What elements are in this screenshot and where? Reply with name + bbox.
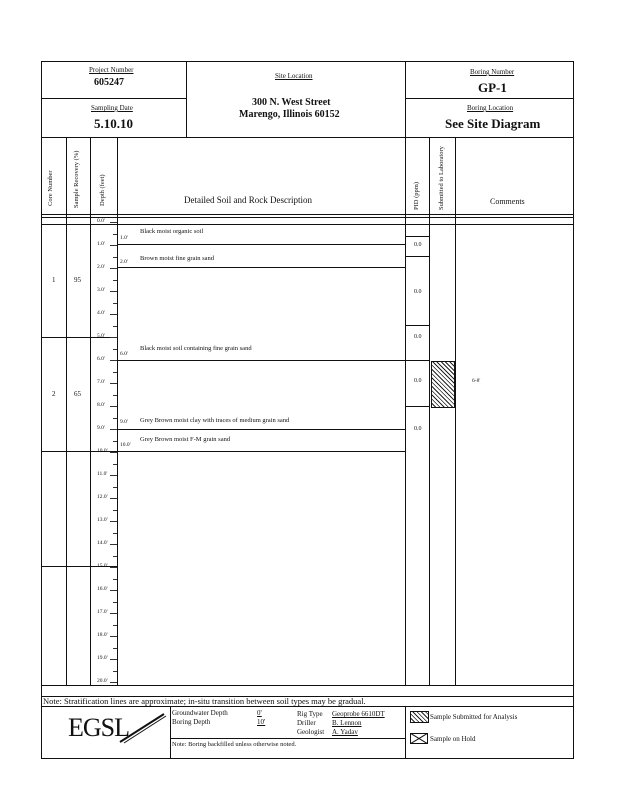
pid-reading-4: 0.0: [414, 378, 422, 384]
egsl-logo: EGSL: [68, 713, 129, 742]
sample-submitted-marker: [431, 361, 455, 408]
depth-tick: [110, 544, 117, 545]
core-2-number: 2: [52, 390, 56, 398]
depth-tick-label: 0.0': [97, 218, 105, 224]
depth-minor-tick: [113, 418, 117, 419]
boring-number-label: Boring Number: [470, 68, 515, 76]
depth-tick-label: 16.0': [97, 586, 108, 592]
core-1-number: 1: [52, 276, 56, 284]
pid-reading-2: 0.0: [414, 289, 422, 295]
depth-minor-tick: [113, 280, 117, 281]
depth-tick: [110, 682, 117, 683]
depth-minor-tick: [113, 464, 117, 465]
boring-depth-value: 10': [257, 718, 266, 726]
depth-tick: [110, 245, 117, 246]
layer-3-depth: 6.0': [120, 351, 128, 357]
geologist-value: A. Yadav: [332, 728, 358, 736]
sampling-date: 5.10.10: [94, 116, 133, 131]
pid-reading-5: 0.0: [414, 426, 422, 432]
depth-minor-tick: [113, 441, 117, 442]
depth-tick-label: 5.0': [97, 333, 105, 339]
col-pid: PID (ppm): [413, 182, 420, 210]
depth-minor-tick: [113, 625, 117, 626]
depth-minor-tick: [113, 303, 117, 304]
col-description: Detailed Soil and Rock Description: [184, 195, 312, 205]
depth-minor-tick: [113, 579, 117, 580]
depth-tick-label: 15.0': [97, 563, 108, 569]
depth-tick: [110, 429, 117, 430]
layer-5-depth: 10.0': [120, 442, 131, 448]
sampling-date-label: Sampling Date: [91, 104, 133, 112]
depth-tick: [110, 383, 117, 384]
layer-1-description: Black moist organic soil: [140, 228, 204, 235]
depth-minor-tick: [113, 556, 117, 557]
depth-tick: [110, 521, 117, 522]
depth-tick-label: 9.0': [97, 425, 105, 431]
depth-minor-tick: [113, 349, 117, 350]
core-2-recovery: 65: [74, 390, 81, 398]
depth-tick-label: 11.0': [97, 471, 108, 477]
depth-tick: [110, 613, 117, 614]
boring-location: See Site Diagram: [445, 116, 541, 131]
depth-minor-tick: [113, 510, 117, 511]
depth-tick-label: 7.0': [97, 379, 105, 385]
groundwater-value: 0': [257, 709, 262, 717]
site-address-line1: 300 N. West Street: [252, 97, 331, 108]
layer-4-depth: 9.0': [120, 419, 128, 425]
depth-minor-tick: [113, 648, 117, 649]
depth-tick-label: 12.0': [97, 494, 108, 500]
boring-number: GP-1: [478, 80, 507, 95]
project-number: 605247: [94, 77, 124, 88]
layer-1-depth: 1.0': [120, 235, 128, 241]
depth-minor-tick: [113, 487, 117, 488]
depth-tick: [110, 406, 117, 407]
col-core-number: Core Number: [47, 170, 54, 206]
boring-location-label: Boring Location: [467, 104, 514, 112]
depth-tick-label: 2.0': [97, 264, 105, 270]
depth-minor-tick: [113, 372, 117, 373]
legend-hold-label: Sample on Hold: [430, 735, 476, 743]
driller-value: B. Lennon: [332, 719, 362, 727]
col-sample-recovery: Sample Recovery (%): [73, 150, 80, 208]
depth-tick: [110, 337, 117, 338]
legend-submitted-label: Sample Submitted for Analysis: [430, 713, 518, 721]
depth-tick: [110, 452, 117, 453]
groundwater-label: Groundwater Depth: [172, 709, 228, 717]
depth-tick: [110, 659, 117, 660]
depth-tick: [110, 567, 117, 568]
depth-tick-label: 13.0': [97, 517, 108, 523]
depth-minor-tick: [113, 326, 117, 327]
depth-minor-tick: [113, 533, 117, 534]
boring-depth-label: Boring Depth: [172, 718, 211, 726]
backfill-note: Note: Boring backfilled unless otherwise noted.: [172, 741, 297, 748]
col-submitted: Submitted to Laboratory: [438, 146, 445, 210]
depth-tick-label: 1.0': [97, 241, 105, 247]
depth-tick-label: 10.0': [97, 448, 108, 454]
site-address-line2: Marengo, Illinois 60152: [239, 109, 340, 120]
layer-5-description: Grey Brown moist F-M grain sand: [140, 436, 231, 443]
depth-minor-tick: [113, 671, 117, 672]
project-number-label: Project Number: [89, 66, 134, 74]
pid-reading-1: 0.0: [414, 242, 422, 248]
pid-reading-3: 0.0: [414, 334, 422, 340]
depth-minor-tick: [113, 602, 117, 603]
site-location-label: Site Location: [275, 72, 313, 80]
legend-hold-icon: [410, 733, 428, 744]
depth-tick: [110, 291, 117, 292]
depth-tick-label: 3.0': [97, 287, 105, 293]
layer-3-description: Black moist soil containing fine grain sand: [140, 345, 252, 352]
depth-tick: [110, 314, 117, 315]
depth-tick-label: 18.0': [97, 632, 108, 638]
stratification-note: Note: Stratification lines are approximate; in-situ transition between soil types may be gradual.: [43, 696, 366, 706]
layer-2-description: Brown moist fine grain sand: [140, 255, 215, 262]
depth-tick: [110, 222, 117, 223]
depth-tick-label: 8.0': [97, 402, 105, 408]
depth-minor-tick: [113, 257, 117, 258]
logo-pen-icon: [118, 710, 168, 746]
depth-tick-label: 6.0': [97, 356, 105, 362]
depth-tick: [110, 636, 117, 637]
depth-tick: [110, 360, 117, 361]
depth-tick-label: 4.0': [97, 310, 105, 316]
rig-type-label: Rig Type: [297, 710, 323, 718]
depth-tick-label: 19.0': [97, 655, 108, 661]
core-1-recovery: 95: [74, 276, 81, 284]
layer-4-description: Grey Brown moist clay with traces of medium grain sand: [140, 417, 290, 424]
depth-tick-label: 20.0': [97, 678, 108, 684]
depth-tick: [110, 475, 117, 476]
depth-minor-tick: [113, 234, 117, 235]
depth-tick: [110, 268, 117, 269]
legend-submitted-icon: [410, 711, 429, 723]
depth-tick-label: 17.0': [97, 609, 108, 615]
depth-minor-tick: [113, 395, 117, 396]
rig-type-value: Geoprobe 6610DT: [332, 710, 385, 718]
col-depth: Depth (feet): [99, 174, 106, 206]
depth-tick: [110, 590, 117, 591]
col-comments: Comments: [490, 197, 525, 206]
depth-tick: [110, 498, 117, 499]
geologist-label: Geologist: [297, 728, 325, 736]
driller-label: Driller: [297, 719, 316, 727]
layer-2-depth: 2.0': [120, 259, 128, 265]
sample-comment: 6-8': [472, 378, 481, 384]
depth-tick-label: 14.0': [97, 540, 108, 546]
